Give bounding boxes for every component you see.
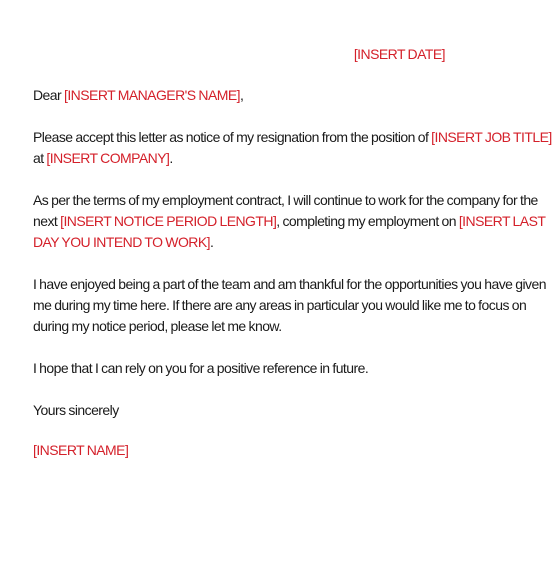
notice-period-placeholder: [INSERT NOTICE PERIOD LENGTH] — [60, 213, 277, 229]
completing-text: , completing my employment on — [276, 213, 459, 229]
paragraph-thanks-line-3: during my notice period, please let me know. — [33, 318, 282, 334]
paragraph-thanks-line-2: me during my time here. If there are any areas in particular you would like me to focus on — [33, 297, 527, 313]
greeting-line — [33, 85, 448, 106]
greeting — [33, 85, 448, 106]
paragraph-position-line-1 — [33, 127, 552, 148]
greeting-prefix: Dear — [33, 87, 64, 103]
paragraph-notice — [33, 190, 546, 253]
last-day-placeholder-end: DAY YOU INTEND TO WORK] — [33, 234, 210, 250]
period: . — [209, 234, 214, 250]
signature — [33, 440, 448, 461]
next-text: next — [33, 213, 61, 229]
greeting-suffix: , — [240, 87, 244, 103]
last-day-placeholder-start: [INSERT LAST — [458, 213, 546, 229]
manager-name-placeholder: [INSERT MANAGER'S NAME] — [64, 87, 240, 103]
paragraph-thanks-line-1: I have enjoyed being a part of the team and am thankful for the opportunities you have given — [33, 276, 546, 292]
paragraph-thanks — [33, 274, 546, 337]
paragraph-notice-line-2 — [33, 211, 546, 232]
date-placeholder: [INSERT DATE] — [353, 46, 445, 62]
paragraph-reference-line-1: I hope that I can rely on you for a positive reference in future. — [33, 360, 369, 376]
paragraph-notice-line-3 — [33, 232, 448, 253]
paragraph-position — [33, 127, 552, 169]
paragraph-position-line-2 — [33, 148, 448, 169]
name-placeholder: [INSERT NAME] — [33, 442, 129, 458]
paragraph-notice-line-1: As per the terms of my employment contract, I will continue to work for the company for the — [33, 192, 538, 208]
signoff-text: Yours sincerely — [33, 402, 119, 418]
resignation-letter — [33, 44, 552, 482]
position-text: Please accept this letter as notice of my resignation from the position of — [33, 129, 432, 145]
at-text: at — [33, 150, 47, 166]
signoff — [33, 400, 448, 421]
paragraph-reference — [33, 358, 448, 379]
job-title-placeholder: [INSERT JOB TITLE] — [431, 129, 552, 145]
period: . — [169, 150, 173, 166]
date-line — [33, 44, 448, 65]
company-placeholder: [INSERT COMPANY] — [46, 150, 170, 166]
